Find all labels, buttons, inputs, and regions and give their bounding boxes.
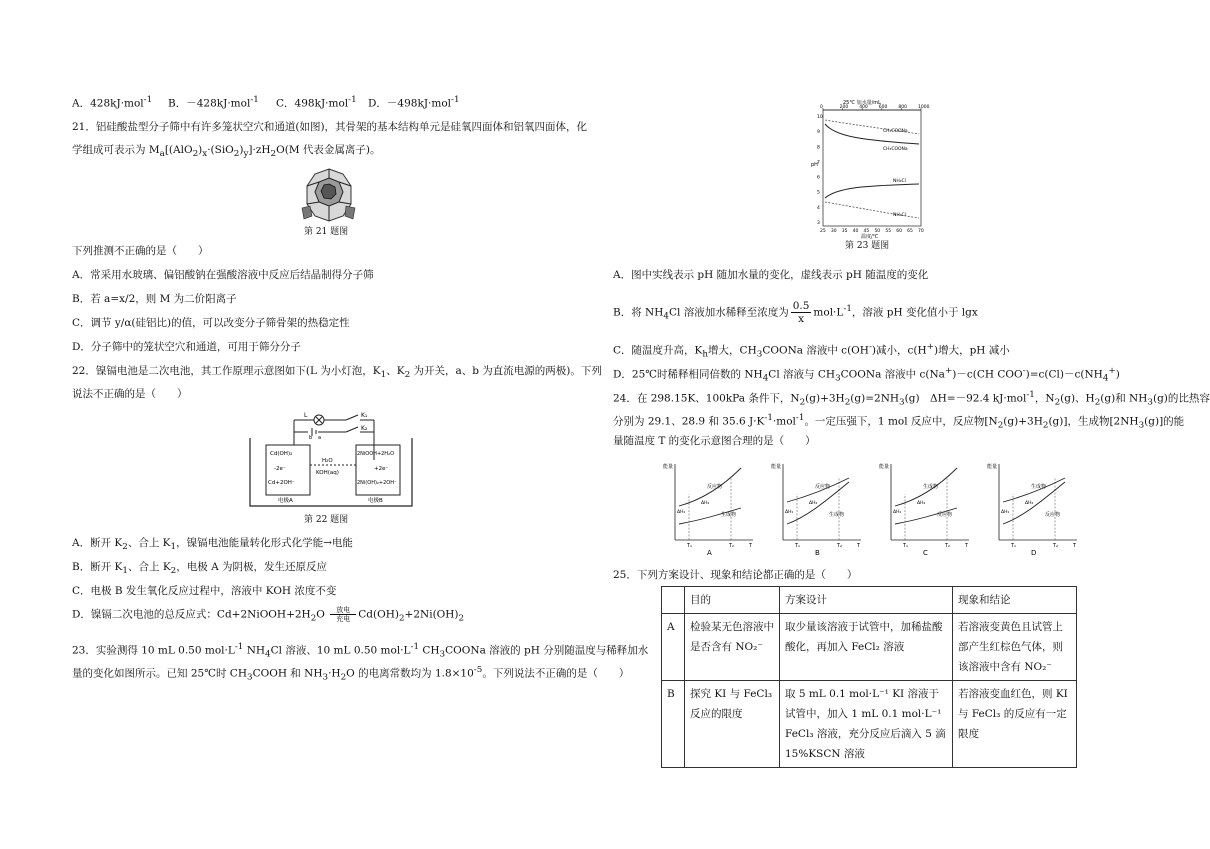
chart-y-label: pH [811, 162, 818, 168]
chart-x-label: 温度/℃ [861, 234, 879, 240]
table-header-cell [662, 587, 685, 614]
upper-label: 反应物 [815, 484, 831, 490]
dh2-label: ΔH₂ [1025, 501, 1034, 506]
table-cell: 若溶液变黄色且试管上部产生红棕色气体，则该溶液中含有 NO₂⁻ [953, 614, 1077, 681]
y-tick-label: 10 [817, 115, 823, 120]
graph-letter: A [707, 549, 712, 557]
y-tick-label: 8 [817, 145, 820, 151]
q21-option-b: B．若 a=x/2，则 M 为二价阳离子 [72, 293, 237, 305]
y-tick-label: 5 [817, 190, 820, 196]
fig22-electrode-a: 电极A [278, 498, 293, 504]
y-axis-label: 能量 [987, 464, 998, 470]
x-tick-label: 60 [896, 229, 902, 234]
x-tick-label: 45 [863, 229, 870, 234]
q25-table [661, 586, 1077, 768]
dh2-label: ΔH₂ [701, 501, 710, 506]
q22-option-b: B．断开 $K_1$、合上 $K_2$，电极 A 为阴极，发生还原反应 [72, 561, 328, 577]
t2-label: T₂ [729, 543, 735, 549]
q20-option-b: B．－428kJ·mol$^{-1}$ [168, 95, 259, 110]
t1-label: T₁ [687, 543, 693, 549]
series-label-2: CH₃COONa [883, 147, 908, 152]
table-cell: B [662, 681, 685, 768]
fig22-label-L: L [304, 412, 308, 419]
q21-option-c: C．调节 y/α(硅铝比)的值，可以改变分子筛骨架的热稳定性 [72, 317, 350, 329]
y-tick-label: 6 [817, 175, 820, 181]
dh1-label: ΔH₁ [677, 510, 686, 515]
table-cell: 取少量该溶液于试管中，加稀盐酸酸化，再加入 FeCl₂ 溶液 [780, 614, 953, 681]
q21-stem-line2: 学组成可表示为 $M_a[(AlO_2)_x\cdot(SiO_2)_y]\cdot zH_2O(M$ 代表金属离子)。 [72, 144, 381, 160]
table-cell: A [662, 614, 685, 681]
fig22-left-mid: -2e⁻ [274, 466, 286, 472]
fig22-label-k1: K₁ [361, 412, 368, 419]
q22-option-d: D．镍镉二次电池的总反应式：$Cd+2NiOOH+2H_2O$ 放电 充电 $Cd(OH)_2+2Ni(OH)_2$ [72, 606, 465, 624]
q23-option-d: D．25℃时稀释相同倍数的 $NH_4Cl$ 溶液与 $CH_3COONa$ 溶液中 c(Na+)－c(CH $COO^-)=c(Cl)-c(NH_4^+)$ [613, 366, 1120, 384]
q23-option-a: A．图中实线表示 pH 随加水量的变化，虚线表示 pH 随温度的变化 [613, 269, 929, 281]
x-tick-label: 50 [874, 229, 881, 234]
q22-battery-figure [246, 410, 416, 525]
q24-stem-line1: 24．在 298.15K、100kPa 条件下，$N_2(g)+3H_2(g)=2NH_3(g)$ ΔH=－92.4 kJ·mol$^{-1}$，$N_2(g)$、$H_2(g)$和 $NH_3(g)$的比热容 [613, 390, 1210, 408]
top-tick-label: 1000 [918, 105, 930, 110]
y-tick-label: 3 [817, 221, 820, 226]
q20-option-a: A．428kJ·mol$^{-1}$ [72, 95, 153, 110]
dh1-label: ΔH₁ [785, 510, 794, 515]
fig22-left-top: Cd(OH)₂ [270, 451, 293, 457]
q20-option-d: D．－498kJ·mol$^{-1}$ [368, 95, 460, 110]
fig22-electrode-b: 电极B [368, 498, 383, 504]
q23-ph-chart [809, 98, 930, 251]
fig22-label-b: b [309, 435, 313, 441]
series-label-1: CH₃COONa [883, 129, 908, 134]
graph-letter: C [923, 549, 928, 557]
table-header-cell: 现象和结论 [953, 587, 1077, 614]
lower-label: 反应物 [1045, 512, 1061, 518]
x-tick-label: 55 [885, 229, 892, 234]
table-header-cell: 目的 [685, 587, 780, 614]
t2-label: T₂ [837, 543, 843, 549]
q23-option-c: C．随温度升高，$K_h$增大，$CH_3COONa$ 溶液中 c(OH-)减小，c(H+)增大，pH 减小 [613, 342, 1010, 360]
q21-zeolite-figure [298, 166, 360, 237]
series-nh4cl-temp [825, 184, 919, 198]
dh2-label: ΔH₂ [809, 501, 818, 506]
top-tick-label: 800 [898, 105, 907, 110]
q24-stem-line2: 分别为 29.1、28.9 和 35.6 $J\cdot K^{-1}\cdot mol^{-1}$。一定压强下，1 mol 反应中，反应物$[N_2(g)+3H_2(g)]$，生成物$[2NH_3(g)]$的能 [613, 413, 1185, 431]
energy-graph-d [987, 463, 1077, 557]
q23-stem-line1: 23．实验测得 10 mL 0.50 $mol\cdot L^{-1}$ $NH_4Cl$ 溶液、10 mL 0.50 $mol\cdot L^{-1}$ $CH_3COONa$ 溶液的 pH 分别随温度与稀释加水 [72, 642, 649, 660]
q23-figure-caption: 第 23 题图 [845, 241, 890, 251]
lower-label: 生成物 [721, 512, 737, 518]
x-axis-label: T [965, 543, 969, 549]
q23-stem-line2: 量的变化如图所示。已知 25℃时 $CH_3COOH$ 和 $NH_3\cdot H_2O$ 的电离常数均为 $1.8\times 10^{-5}$。下列说法不正确的是（ ） [72, 665, 630, 683]
q22-option-c: C．电极 B 发生氧化反应过程中，溶液中 KOH 浓度不变 [72, 585, 337, 597]
q21-prompt: 下列推测不正确的是（ ） [72, 245, 209, 257]
t2-label: T₂ [945, 543, 951, 549]
q21-option-a: A．常采用水玻璃、偏铝酸钠在强酸溶液中反应后结晶制得分子筛 [72, 269, 374, 281]
upper-label: 反应物 [707, 484, 723, 490]
q22-option-a: A．断开 $K_2$、合上 $K_1$，镍镉电池能量转化形式化学能→电能 [72, 537, 353, 553]
lower-label: 反应物 [937, 512, 953, 518]
q20-option-c: C．498kJ·mol$^{-1}$ [276, 95, 357, 110]
dh1-label: ΔH₁ [1001, 510, 1010, 515]
table-cell: 探究 KI 与 FeCl₃ 反应的限度 [685, 681, 780, 768]
q23-option-b: B．将 $NH_4Cl$ 溶液加水稀释至浓度为 $\frac{0.5}{x}$ $mol\cdot L^{-1}$，溶液 pH 变化值小于 lgx [613, 300, 978, 325]
series-label-4: NH₄Cl [893, 213, 906, 218]
x-axis-label: T [857, 543, 861, 549]
t1-label: T₁ [795, 543, 801, 549]
fig22-label-k2: K₂ [361, 425, 368, 432]
series-ch3coona-temp [825, 124, 919, 144]
y-tick-label: 4 [817, 205, 820, 211]
fig22-left-bot: Cd+2OH⁻ [268, 480, 295, 486]
q24-stem-line3: 量随温度 T 的变化示意图合理的是（ ） [613, 435, 816, 447]
table-cell: 若溶液变血红色，则 KI 与 FeCl₃ 的反应有一定限度 [953, 681, 1077, 768]
energy-graph-a [663, 463, 753, 557]
x-tick-label: 25 [820, 229, 826, 234]
dh2-label: ΔH₂ [917, 501, 926, 506]
q24-graphs [661, 458, 1081, 559]
lower-label: 生成物 [829, 512, 845, 518]
q23-chart-svg [809, 98, 929, 238]
x-axis-label: T [749, 543, 753, 549]
t1-label: T₁ [1011, 543, 1017, 549]
q22-stem-line1: 22．镍镉电池是二次电池，其工作原理示意图如下(L 为小灯泡，$K_1$、$K_2$ 为开关，a、b 为直流电源的两极)。下列 [72, 365, 602, 381]
upper-label: 生成物 [1031, 484, 1047, 490]
series-label-3: NH₄Cl [893, 179, 906, 184]
upper-label: 生成物 [923, 484, 939, 490]
y-tick-label: 9 [817, 130, 820, 136]
y-tick-label: 7 [817, 160, 820, 166]
q21-option-d: D．分子筛中的笼状空穴和通道，可用于筛分分子 [72, 341, 301, 353]
table-row [662, 681, 1077, 768]
x-tick-label: 40 [852, 229, 859, 234]
dh1-label: ΔH₁ [893, 510, 902, 515]
fig22-mid-bot: KOH(aq) [316, 470, 339, 476]
top-tick-label: 600 [878, 105, 888, 110]
t2-label: T₂ [1053, 543, 1059, 549]
x-tick-label: 70 [918, 229, 924, 234]
x-tick-label: 65 [907, 229, 913, 234]
fig22-label-a: a [318, 435, 322, 441]
fig22-right-bot: 2Ni(OH)₂+2OH⁻ [357, 480, 397, 486]
q25-stem: 25．下列方案设计、现象和结论都正确的是（ ） [613, 569, 858, 581]
q21-figure-caption: 第 21 题图 [304, 227, 349, 237]
graph-letter: D [1031, 549, 1037, 557]
q22-figure-caption: 第 22 题图 [304, 515, 349, 525]
x-tick-label: 30 [830, 229, 837, 234]
energy-graph-b [771, 463, 861, 557]
x-tick-label: 35 [841, 229, 848, 234]
table-cell: 检验某无色溶液中是否含有 NO₂⁻ [685, 614, 780, 681]
chart-top-title: 25℃ 加水量/mL [843, 100, 881, 106]
graph-letter: B [815, 549, 820, 557]
q22-stem-line2: 说法不正确的是（ ） [72, 388, 188, 400]
fig22-right-top: 2NiOOH+2H₂O [357, 451, 395, 457]
y-axis-label: 能量 [879, 464, 890, 470]
x-axis-label: T [1073, 543, 1077, 549]
top-tick-label: 200 [839, 105, 849, 110]
table-header-cell: 方案设计 [780, 587, 953, 614]
y-axis-label: 能量 [663, 464, 674, 470]
fig22-mid-top: H₂O [322, 458, 333, 464]
energy-graph-c [879, 463, 969, 557]
fig22-right-mid: +2e⁻ [374, 466, 389, 472]
top-tick-label: 400 [859, 105, 868, 110]
t1-label: T₁ [903, 543, 909, 549]
table-header-row [662, 587, 1077, 614]
q21-stem-line1: 21．铝硅酸盐型分子筛中有许多笼状空穴和通道(如图)，其骨架的基本结构单元是硅氧四面体和铝氧四面体，化 [72, 121, 588, 133]
y-axis-label: 能量 [771, 464, 782, 470]
table-row [662, 614, 1077, 681]
table-cell: 取 5 mL 0.1 mol·L⁻¹ KI 溶液于试管中，加入 1 mL 0.1 mol·L⁻¹ FeCl₃ 溶液，充分反应后滴入 5 滴 15%KSCN 溶液 [780, 681, 953, 768]
top-tick-label: 0 [820, 105, 823, 110]
